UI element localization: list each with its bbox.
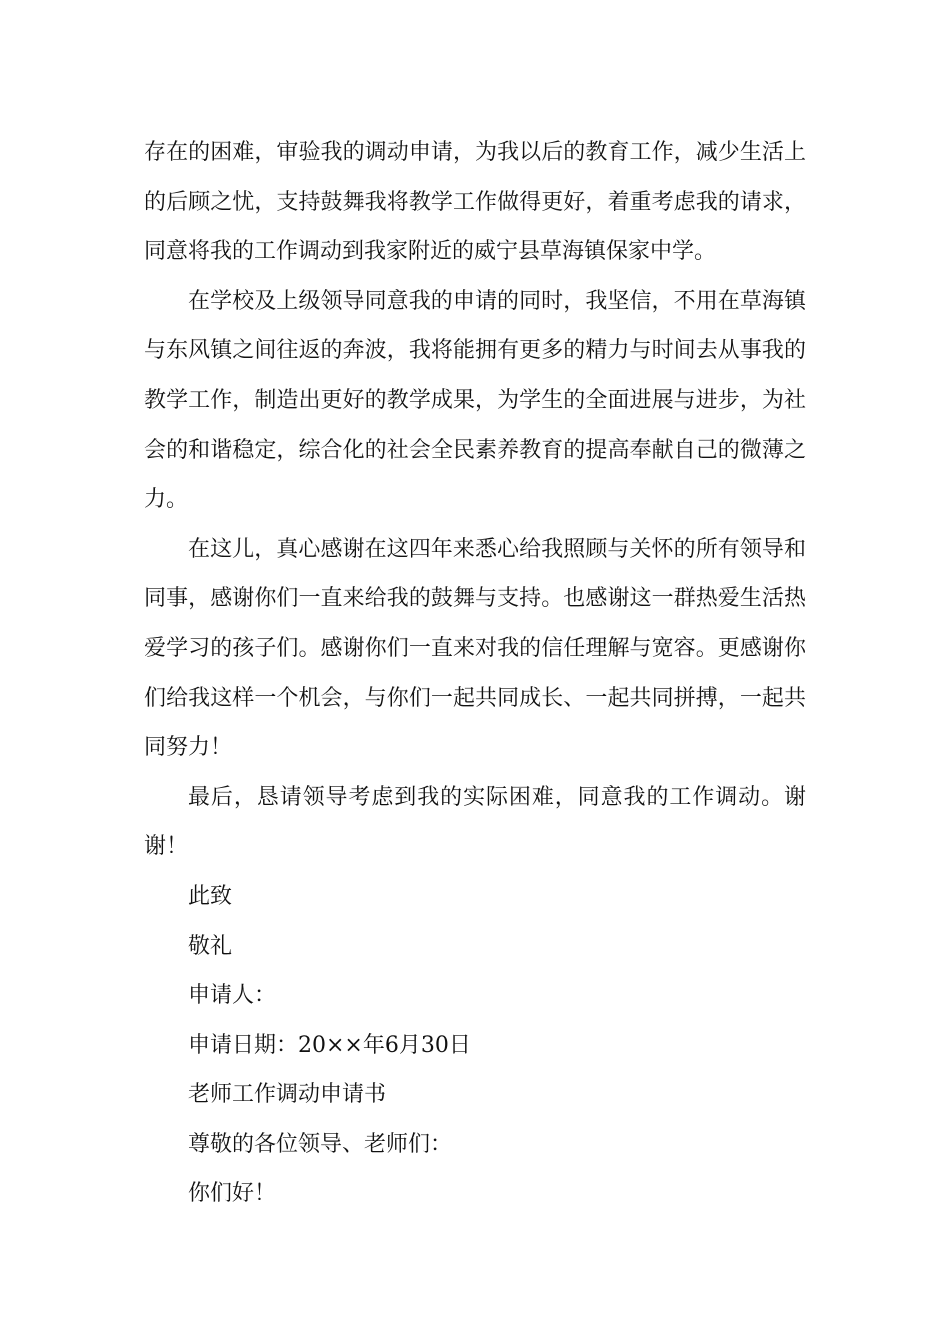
paragraph-thanks: 在这儿，真心感谢在这四年来悉心给我照顾与关怀的所有领导和同事，感谢你们一直来给我的鼓舞与支持。也感谢这一群热爱生活热爱学习的孩子们。感谢你们一直来对我的信任理解与宽容。更感谢你们给我这样一个机会，与你们一起共同成长、一起共同拼搏，一起共同努力！ (144, 536, 806, 761)
next-document-greeting: 尊敬的各位领导、老师们： (188, 1131, 453, 1157)
next-document-title: 老师工作调动申请书 (188, 1082, 387, 1108)
paragraph-request-continuation: 存在的困难，审验我的调动申请，为我以后的教育工作，减少生活上的后顾之忧，支持鼓舞我将教学工作做得更好，着重考虑我的请求，同意将我的工作调动到我家附近的威宁县草海镇保家中学。 (144, 140, 806, 265)
closing-respect: 敬礼 (188, 933, 233, 959)
document-body (144, 128, 806, 1219)
application-date: 申请日期：20××年6月30日 (188, 1032, 471, 1058)
closing-salutation: 此致 (188, 883, 233, 909)
paragraph-final-request: 最后，恳请领导考虑到我的实际困难，同意我的工作调动。谢谢！ (144, 784, 806, 860)
applicant-label: 申请人： (188, 983, 277, 1009)
paragraph-benefits: 在学校及上级领导同意我的申请的同时，我坚信，不用在草海镇与东风镇之间往返的奔波，我将能拥有更多的精力与时间去从事我的教学工作，制造出更好的教学成果，为学生的全面进展与进步，为社会的和谐稳定，综合化的社会全民素养教育的提高奉献自己的微薄之力。 (144, 288, 806, 513)
next-document-hello: 你们好！ (188, 1181, 277, 1207)
